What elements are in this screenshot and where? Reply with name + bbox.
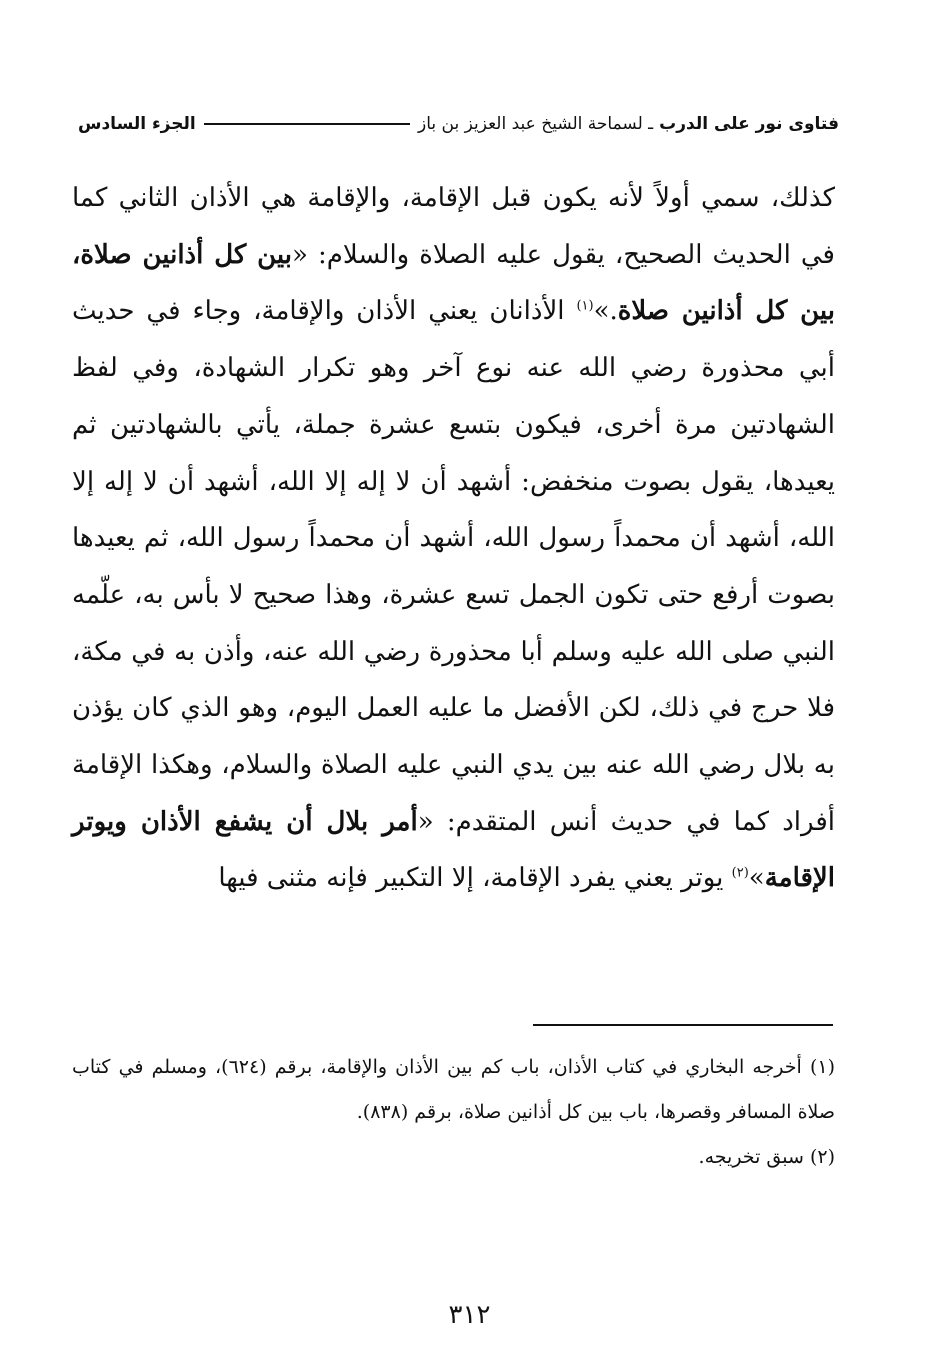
header-rule <box>204 123 410 125</box>
hadith-quote: بين كل أذانين صلاة، بين كل أذانين صلاة <box>72 239 835 327</box>
body-paragraph <box>72 170 835 907</box>
running-header <box>78 104 839 144</box>
body-text-segment: .» <box>593 296 618 327</box>
hadith-quote: أمر بلال أن يشفع الأذان ويوتر الإقامة <box>72 806 835 894</box>
footnotes <box>72 1045 835 1180</box>
footnote-separator <box>533 1024 833 1026</box>
footnote-marker-1[interactable]: (١) <box>576 298 594 314</box>
body-text-segment: » <box>748 863 765 894</box>
body-text-segment: يوتر يعني يفرد الإقامة، إلا التكبير فإنه مثنى فيها <box>218 863 732 894</box>
footnote-2: (٢) سبق تخريجه. <box>698 1146 835 1168</box>
body-text-segment: الأذانان يعني الأذان والإقامة، وجاء في حديث أبي محذورة رضي الله عنه نوع آخر وهو تكرار الشهادة، وفي لفظ الشهادتين مرة أخرى، فيكون بتسع عشرة جملة، يأتي بالشهادتين ثم يعيدها، يقول بصوت منخفض: أشهد أن لا إله إلا الله، أشهد أن لا إله إلا الله، أشهد أن محمداً رسول الله، أشهد أن محمداً رسول الله، ثم يعيدها بصوت أرفع حتى تكون الجمل تسع عشرة، وهذا صحيح لا بأس به، علّمه النبي صلى الله عليه وسلم أبا محذورة رضي الله عنه، وأذن به في مكة، فلا حرج في ذلك، لكن الأفضل ما عليه العمل اليوم، وهو الذي كان يؤذن به بلال رضي الله عنه بين يدي النبي عليه الصلاة والسلام، وهكذا الإقامة أفراد كما في حديث أنس المتقدم: « <box>72 296 836 837</box>
header-part: الجزء السادس <box>78 114 196 134</box>
footnote-marker-2[interactable]: (٢) <box>731 865 749 881</box>
body-text-segment: كذلك، سمي أولاً لأنه يكون قبل الإقامة، والإقامة هي الأذان الثاني كما في الحديث الصحيح، يقول عليه الصلاة والسلام: « <box>72 183 835 270</box>
footnote-1: (١) أخرجه البخاري في كتاب الأذان، باب كم بين الأذان والإقامة، برقم (٦٢٤)، ومسلم في كتاب صلاة المسافر وقصرها، باب بين كل أذانين صلاة، برقم (٨٣٨). <box>72 1056 835 1123</box>
header-book-title: فتاوى نور على الدرب <box>659 114 839 134</box>
header-author: ـ لسماحة الشيخ عبد العزيز بن باز <box>418 114 654 134</box>
page-number: ٣١٢ <box>448 1300 491 1330</box>
